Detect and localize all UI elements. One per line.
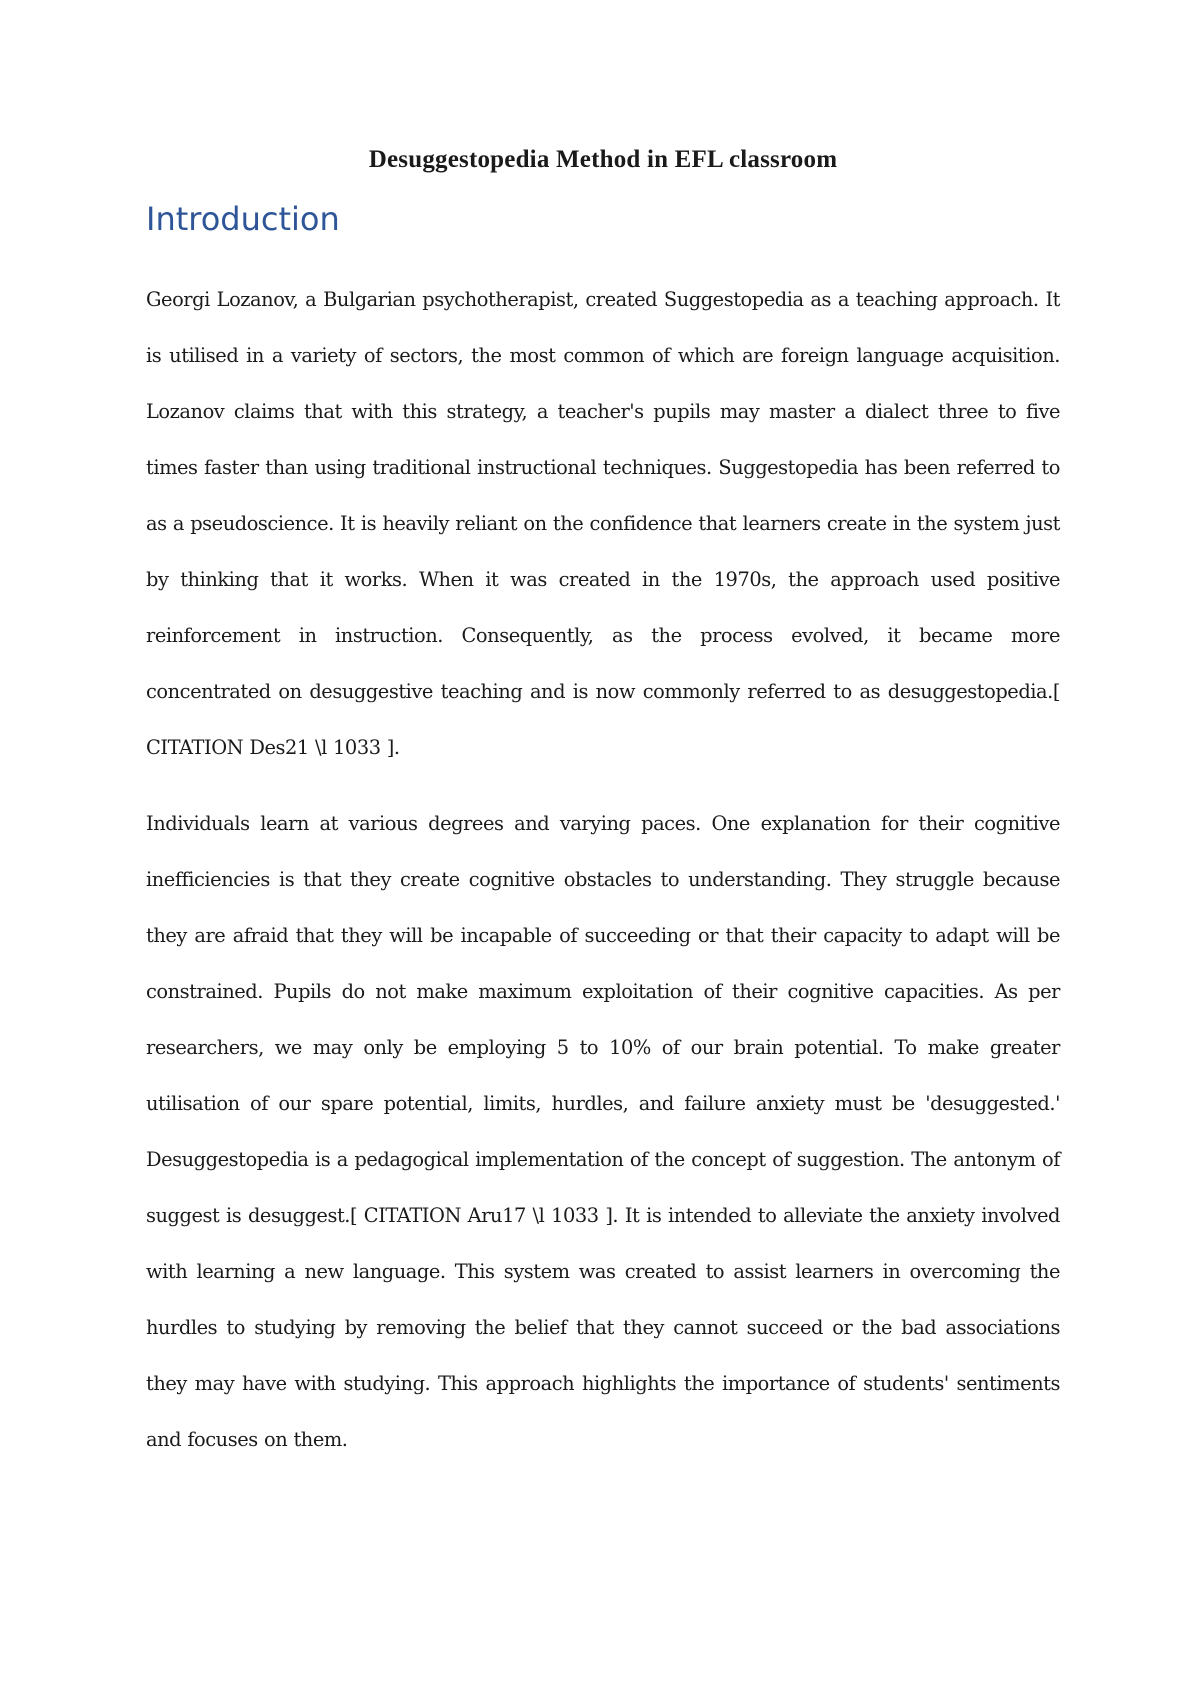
- section-heading-introduction: Introduction: [146, 200, 340, 238]
- document-title: Desuggestopedia Method in EFL classroom: [368, 146, 838, 173]
- paragraph: Individuals learn at various degrees and varying paces. One explanation for their cognitive inefficiencies is that they create cognitive obstacles to understanding. They struggle because they are afraid that they will be incapable of succeeding or that their capacity to adapt will be constrained. Pupils do not make maximum exploitation of their cognitive capacities. As per researchers, we may only be employing 5 to 10% of our brain potential. To make greater utilisation of our spare potential, limits, hurdles, and failure anxiety must be 'desuggested.' Desuggestopedia is a pedagogical implementation of the concept of suggestion. The antonym of suggest is desuggest.[ CITATION Aru17 \l 1033 ]. It is intended to alleviate the anxiety involved with learning a new language. This system was created to assist learners in overcoming the hurdles to studying by removing the belief that they cannot succeed or the bad associations they may have with studying. This approach highlights the importance of students' sentiments and focuses on them.: [146, 812, 1060, 1451]
- paragraph: Georgi Lozanov, a Bulgarian psychotherapist, created Suggestopedia as a teaching approach. It is utilised in a variety of sectors, the most common of which are foreign language acquisition. Lozanov claims that with this strategy, a teacher's pupils may master a dialect three to five times faster than using traditional instructional techniques. Suggestopedia has been referred to as a pseudoscience. It is heavily reliant on the confidence that learners create in the system just by thinking that it works. When it was created in the 1970s, the approach used positive reinforcement in instruction. Consequently, as the process evolved, it became more concentrated on desuggestive teaching and is now commonly referred to as desuggestopedia.[ CITATION Des21 \l 1033 ].: [146, 288, 1060, 759]
